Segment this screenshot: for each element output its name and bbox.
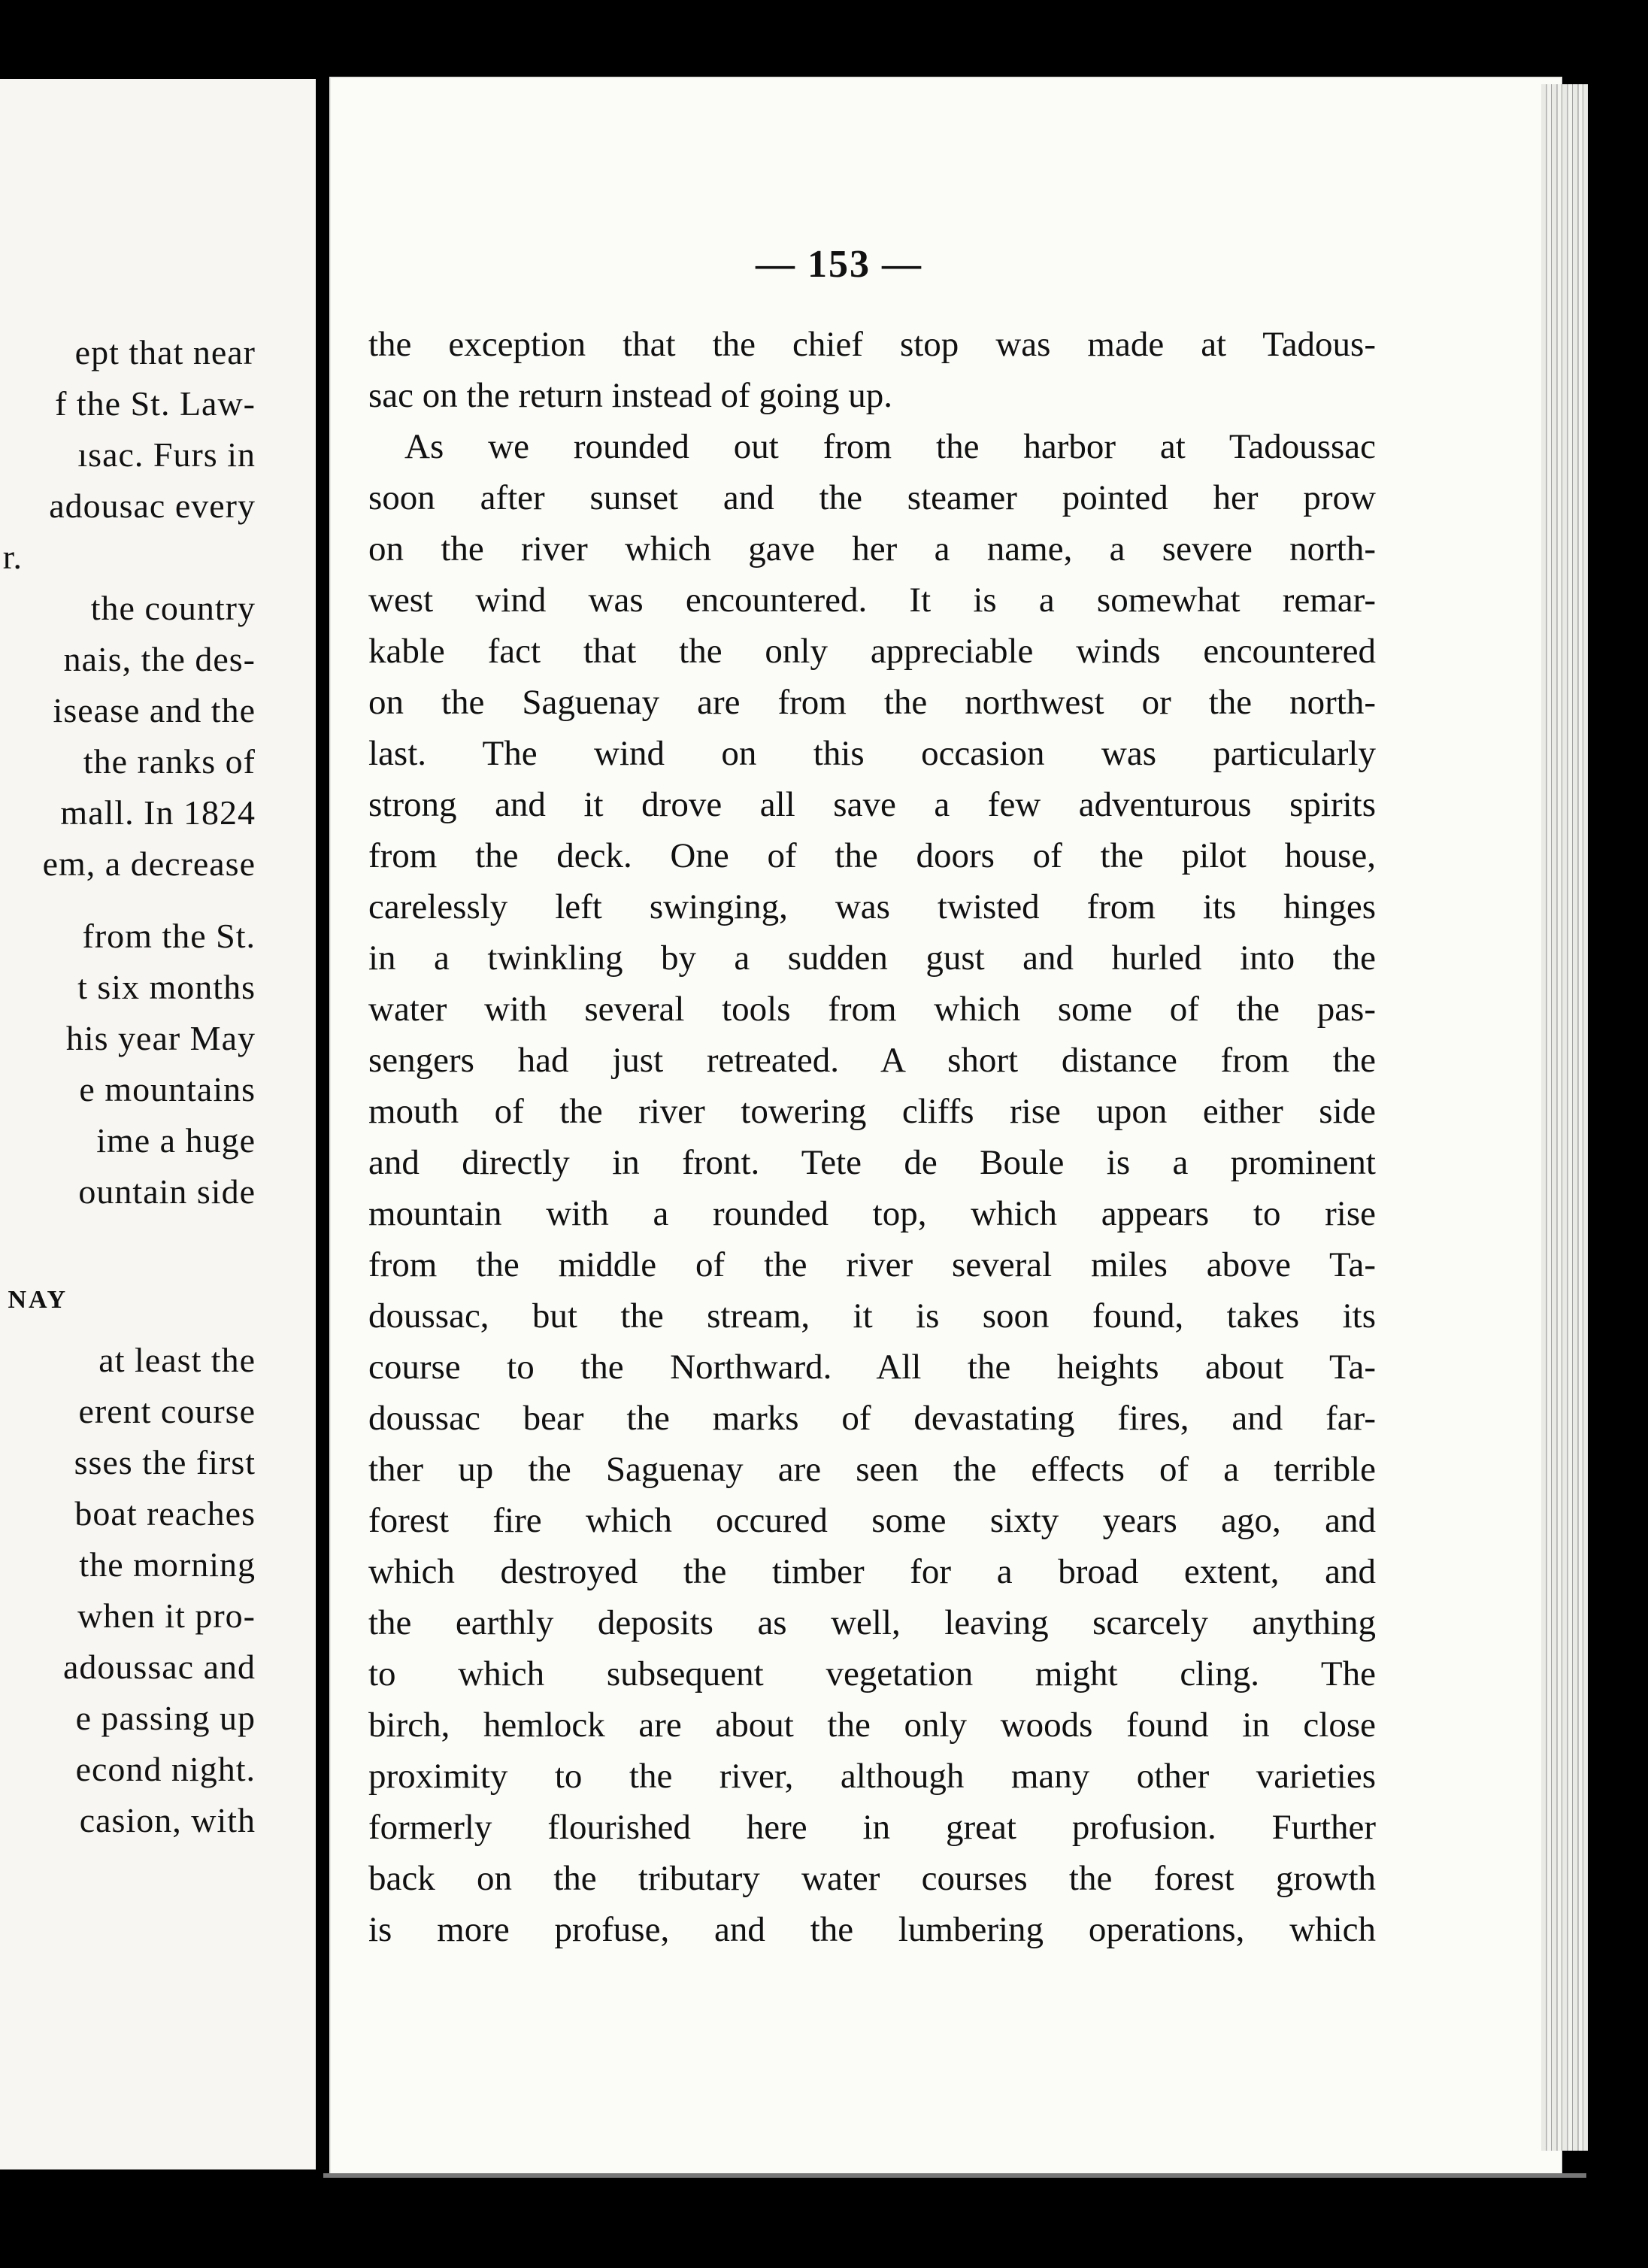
text-line: on the Saguenay are from the northwest or the north- [368,683,1376,722]
left-line: ountain side [78,1172,256,1211]
text-line: water with several tools from which some of the pas- [368,990,1376,1029]
left-line: adousac every [49,487,256,525]
left-line: ept that near [74,333,256,371]
left-line: his year May [65,1019,256,1057]
left-line: ısac. Furs in [77,435,256,474]
text-line: mountain with a rounded top, which appears to rise [368,1194,1376,1233]
left-line: adoussac and [63,1648,256,1686]
text-line: carelessly left swinging, was twisted from its hinges [368,887,1376,926]
left-line: erent course [78,1392,256,1430]
text-line: from the deck. One of the doors of the pilot house, [368,836,1376,875]
text-line: doussac, but the stream, it is soon found, takes its [368,1296,1376,1336]
left-line: nais, the des- [63,640,256,678]
left-line: the ranks of [83,742,256,781]
left-line: isease and the [53,691,256,729]
text-line: the exception that the chief stop was made at Tadous- [368,325,1376,364]
text-line: forest fire which occured some sixty years ago, and [368,1501,1376,1540]
text-line: strong and it drove all save a few adventurous spirits [368,785,1376,824]
text-line: proximity to the river, although many other varieties [368,1757,1376,1796]
left-line: at least the [98,1341,256,1379]
left-line: the morning [79,1545,256,1584]
text-line: the earthly deposits as well, leaving scarcely anything [368,1603,1376,1642]
text-line: mouth of the river towering cliffs rise upon either side [368,1092,1376,1131]
text-line: on the river which gave her a name, a severe north- [368,529,1376,569]
left-line: econd night. [75,1750,256,1788]
text-line: kable fact that the only appreciable winds encountered [368,632,1376,671]
text-line: formerly flourished here in great profusion. Further [368,1808,1376,1847]
left-line: ime a huge [96,1121,256,1160]
text-line: birch, hemlock are about the only woods found in close [368,1706,1376,1745]
text-line: sengers had just retreated. A short distance from the [368,1041,1376,1080]
page-bottom-edge [323,2173,1586,2178]
left-line: e mountains [79,1070,256,1108]
text-line: sac on the return instead of going up. [368,376,892,415]
left-line: e passing up [75,1699,256,1737]
text-line: in a twinkling by a sudden gust and hurled into the [368,938,1376,978]
left-line: r. [2,538,23,576]
left-line: mall. In 1824 [60,793,256,832]
left-line: em, a decrease [42,844,256,883]
left-line: when it pro- [77,1596,256,1635]
left-line: the country [90,589,256,627]
text-line: course to the Northward. All the heights about Ta- [368,1348,1376,1387]
left-line: boat reaches [74,1494,256,1533]
text-line: and directly in front. Tete de Boule is a prominent [368,1143,1376,1182]
left-line: sses the first [74,1443,256,1481]
left-line: f the St. Law- [55,384,256,423]
text-line: is more profuse, and the lumbering operations, which [368,1910,1376,1949]
text-line: last. The wind on this occasion was particularly [368,734,1376,773]
text-line: which destroyed the timber for a broad extent, and [368,1552,1376,1591]
text-line: west wind was encountered. It is a somewhat remar- [368,581,1376,620]
text-line: soon after sunset and the steamer pointed her prow [368,478,1376,517]
text-line: As we rounded out from the harbor at Tadoussac [404,427,1376,466]
left-line: casion, with [79,1801,256,1839]
text-line: ther up the Saguenay are seen the effects of a terrible [368,1450,1376,1489]
page-number: — 153 — [756,243,922,286]
text-line: doussac bear the marks of devastating fires, and far- [368,1399,1376,1438]
left-line: from the St. [82,917,256,955]
text-line: to which subsequent vegetation might cling. The [368,1654,1376,1693]
text-line: back on the tributary water courses the forest growth [368,1859,1376,1898]
left-line: t six months [77,968,256,1006]
left-section-heading: NAY [8,1286,68,1314]
text-line: from the middle of the river several miles above Ta- [368,1245,1376,1284]
